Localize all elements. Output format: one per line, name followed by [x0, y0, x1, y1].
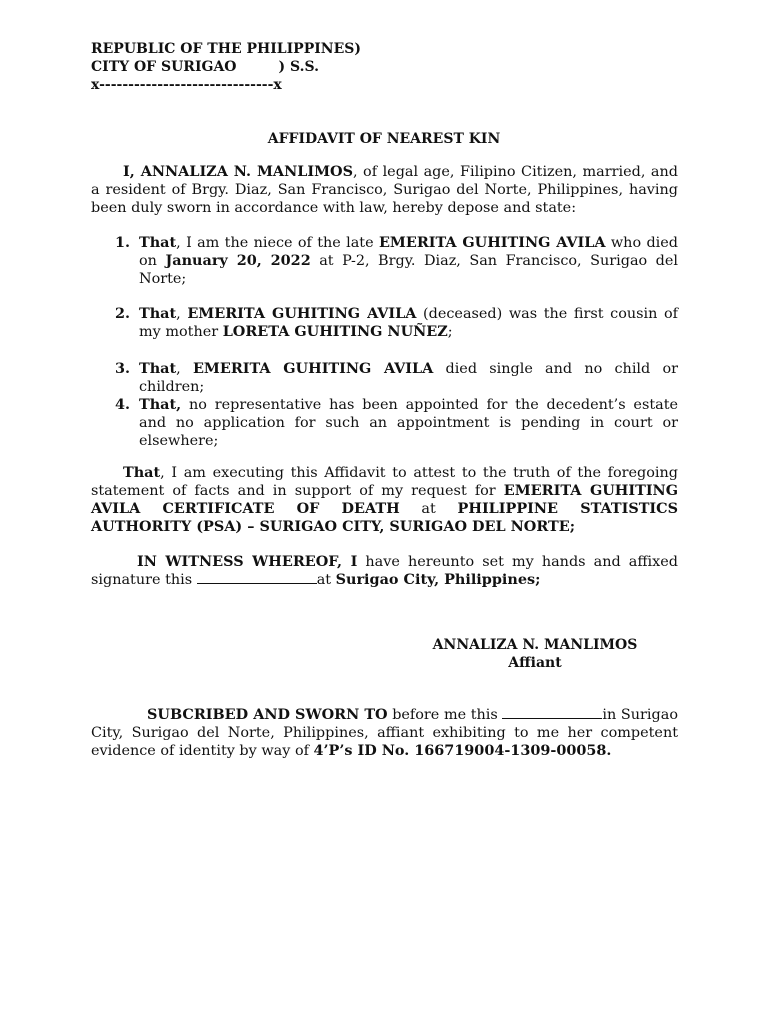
deceased-name: EMERITA GUHITING AVILA	[378, 234, 606, 251]
witness-lead: IN WITNESS WHEREOF, I	[137, 553, 358, 570]
statement-item	[91, 234, 678, 288]
witness-paragraph	[91, 553, 678, 589]
caption-city	[91, 58, 361, 76]
caption-city-name: CITY OF SURIGAO	[91, 59, 237, 75]
item-text-2: died single and no child or children;	[139, 361, 678, 395]
item-text	[139, 234, 678, 288]
item-lead: That,	[139, 396, 182, 413]
item-number: 4.	[115, 396, 131, 413]
item-number: 3.	[115, 360, 131, 377]
statement-item	[91, 360, 678, 396]
item-text-2: (deceased) was the first cousin of my mother	[139, 306, 679, 340]
affiant-name: I, ANNALIZA N. MANLIMOS	[123, 163, 353, 180]
venue-caption	[91, 40, 361, 94]
item-text-2: who died on	[139, 235, 678, 269]
deceased-name: EMERITA GUHITING AVILA	[192, 360, 434, 377]
purpose-lead: That	[123, 464, 161, 481]
request-subject: EMERITA GUHITING AVILA CERTIFICATE OF DEATH	[91, 482, 678, 517]
request-agency: PHILIPPINE STATISTICS AUTHORITY (PSA) – SURIGAO CITY, SURIGAO DEL NORTE;	[91, 500, 678, 535]
witness-text-1: have hereunto set my hands and affixed signature this	[91, 554, 678, 588]
purpose-text-2: at	[399, 501, 458, 517]
item-text-1: ,	[176, 306, 188, 322]
caption-republic: REPUBLIC OF THE PHILIPPINES)	[91, 41, 361, 57]
item-lead: That	[139, 234, 177, 251]
purpose-text-1: , I am executing this Affidavit to attest to the truth of the foregoing statement of facts and in support of my request for	[91, 465, 678, 499]
signatory-role: Affiant	[508, 655, 562, 671]
witness-place: Surigao City, Philippines;	[335, 571, 541, 588]
witness-text-2: at	[316, 572, 336, 588]
item-number: 1.	[115, 234, 131, 251]
jurat-text-1: before me this	[387, 707, 503, 723]
intro-paragraph	[91, 163, 678, 217]
item-lead: That	[139, 305, 177, 322]
item-text-3: at P-2, Brgy. Diaz, San Francisco, Surigao del Norte;	[139, 253, 679, 287]
purpose-paragraph	[91, 464, 678, 536]
id-reference: 4’P’s ID No. 166719004-1309-00058.	[313, 742, 612, 759]
item-text-1: no representative has been appointed for the decedent’s estate and no application for such an appointment is pending in court or elsewhere;	[139, 397, 678, 449]
jurat-text-2: in Surigao City, Surigao del Norte, Philippines, affiant exhibiting to me her competent evidence of identity by way of	[91, 707, 678, 759]
deceased-name: EMERITA GUHITING AVILA	[187, 305, 417, 322]
date-blank-line	[197, 571, 317, 584]
date-of-death: January 20, 2022	[165, 252, 311, 269]
document-title: AFFIDAVIT OF NEAREST KIN	[267, 131, 501, 147]
mother-name: LORETA GUHITING NUÑEZ	[222, 323, 448, 340]
signature-block	[420, 636, 650, 672]
caption-separator: x------------------------------x	[91, 77, 282, 93]
jurat-date-blank-line	[502, 706, 602, 719]
item-text	[139, 305, 678, 341]
item-lead: That	[139, 360, 177, 377]
item-text	[139, 396, 678, 450]
jurat-paragraph	[91, 706, 678, 760]
intro-text: , of legal age, Filipino Citizen, married, and a resident of Brgy. Diaz, San Francisco, Surigao del Norte, Philippines, having been duly sworn in accordance with law, hereby depose and state:	[91, 164, 678, 216]
item-text-1: , I am the niece of the late	[176, 235, 379, 251]
item-text	[139, 360, 678, 396]
signatory-name: ANNALIZA N. MANLIMOS	[432, 637, 638, 653]
caption-ss: ) S.S.	[278, 59, 319, 75]
jurat-lead: SUBCRIBED AND SWORN TO	[147, 706, 388, 723]
item-text-3: ;	[447, 324, 453, 340]
statement-item	[91, 305, 678, 341]
statement-item	[91, 396, 678, 450]
item-number: 2.	[115, 305, 131, 322]
item-text-1: ,	[176, 361, 193, 377]
